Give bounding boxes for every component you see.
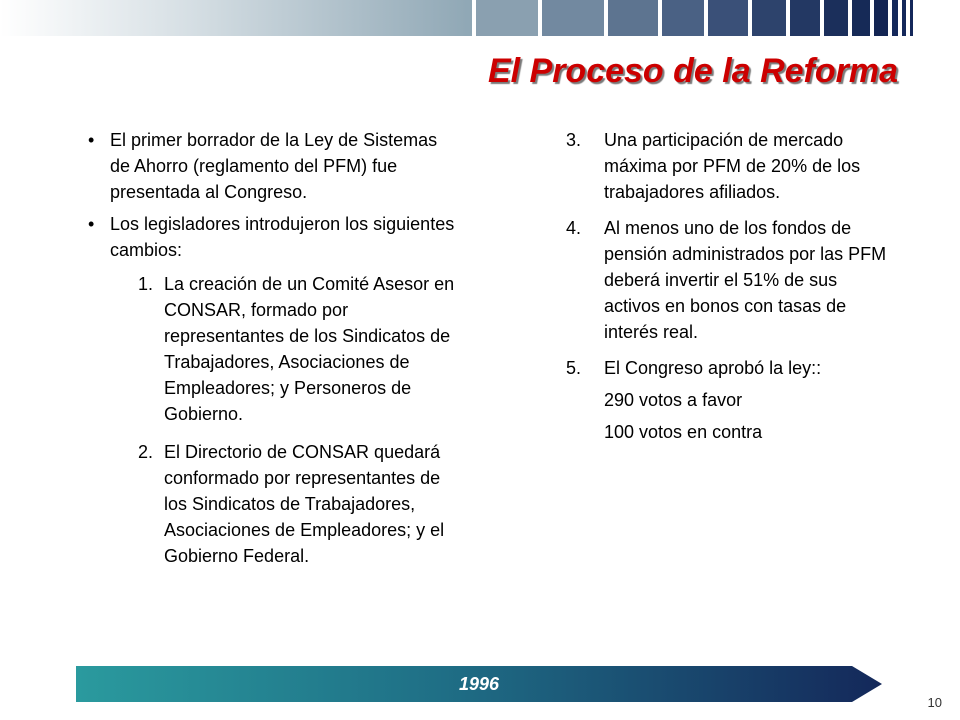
bullet-item <box>88 211 458 263</box>
slide-title: El Proceso de la Reforma <box>487 52 898 90</box>
item-number: 5. <box>566 358 582 378</box>
item-number: 3. <box>566 130 582 150</box>
top-block-3 <box>608 0 658 36</box>
bullet-mark: • <box>88 214 95 234</box>
numbered-item <box>138 271 458 427</box>
top-block-5 <box>708 0 748 36</box>
top-block-1 <box>476 0 538 36</box>
numbered-item <box>138 439 458 569</box>
top-decorative-band <box>0 0 960 36</box>
numbered-item <box>566 215 896 345</box>
numbered-item <box>566 355 896 381</box>
top-block-7 <box>790 0 820 36</box>
numbered-item <box>566 127 896 205</box>
bullet-item <box>88 127 458 205</box>
item-text: Al menos uno de los fondos de pensión administrados por las PFM deberá invertir el 51% de sus activos en bonos con tasas de interés real. <box>604 218 887 342</box>
timeline-arrow-band <box>76 666 882 702</box>
bullet-text: El primer borrador de la Ley de Sistemas de Ahorro (reglamento del PFM) fue presentada al Congreso. <box>110 130 438 202</box>
page-number: 10 <box>927 695 942 710</box>
changes-list <box>138 271 458 569</box>
top-block-8 <box>824 0 848 36</box>
item-text: El Directorio de CONSAR quedará conformado por representantes de los Sindicatos de Trabajadores, Asociaciones de Empleadores; y el Gobierno Federal. <box>164 442 445 566</box>
item-text: El Congreso aprobó la ley:: <box>604 358 822 378</box>
top-line-2 <box>902 0 906 36</box>
bullet-mark: • <box>88 130 95 150</box>
top-block-10 <box>874 0 888 36</box>
top-block-2 <box>542 0 604 36</box>
votes-against: 100 votos en contra <box>604 422 763 442</box>
top-block-9 <box>852 0 870 36</box>
item-text: La creación de un Comité Asesor en CONSAR, formado por representantes de los Sindicatos de Trabajadores, Asociaciones de Empleadores; y Personeros de Gobierno. <box>164 274 455 424</box>
item-number: 2. <box>138 442 154 462</box>
item-text: Una participación de mercado máxima por PFM de 20% de los trabajadores afiliados. <box>604 130 861 202</box>
bullet-text: Los legisladores introdujeron los siguientes cambios: <box>110 214 455 260</box>
item-number: 1. <box>138 274 154 294</box>
left-column <box>88 127 458 581</box>
top-line-3 <box>910 0 913 36</box>
year-label: 1996 <box>458 674 500 694</box>
top-line-1 <box>892 0 898 36</box>
right-column <box>566 127 896 451</box>
top-block-4 <box>662 0 704 36</box>
votes-in-favor: 290 votos a favor <box>604 390 743 410</box>
item-number: 4. <box>566 218 582 238</box>
top-gradient-bar <box>0 0 472 36</box>
top-block-6 <box>752 0 786 36</box>
